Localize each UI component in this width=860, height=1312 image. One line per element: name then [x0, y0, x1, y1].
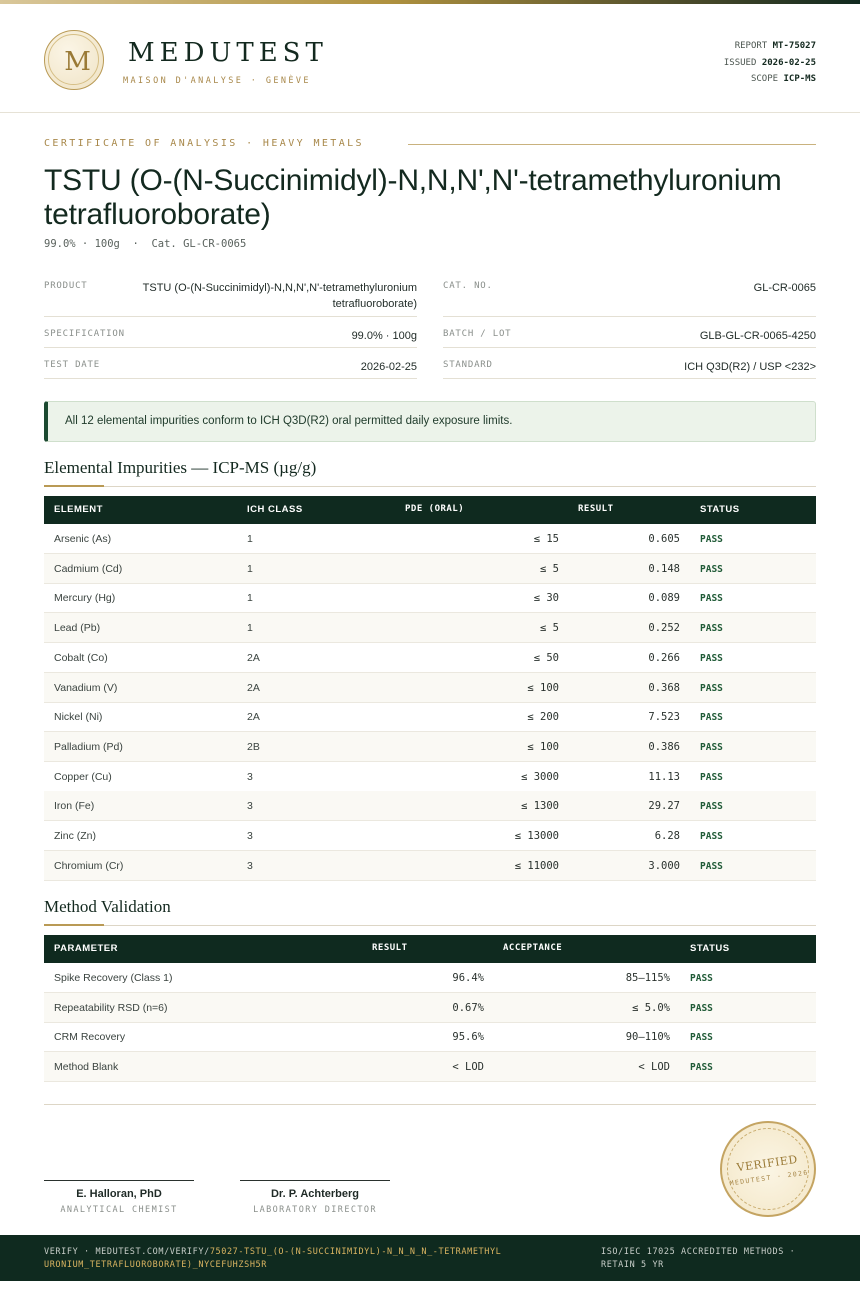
- kicker-row: [44, 138, 816, 152]
- status-badge: PASS: [700, 771, 723, 783]
- table-row: [44, 643, 816, 673]
- logo-emblem: [44, 30, 104, 90]
- standard-value: ICH Q3D(R2) / USP <232>: [684, 361, 816, 373]
- conformance-banner: [44, 401, 816, 442]
- element-cell: Iron (Fe): [54, 800, 95, 813]
- result-cell: 0.148: [648, 562, 680, 575]
- report-number: REPORT MT-75027: [734, 41, 816, 51]
- table-row: [44, 524, 816, 554]
- field-batch-lot: BATCH / LOT GLB-GL-CR-0065-4250: [443, 326, 816, 348]
- pde-cell: ≤ 3000: [521, 770, 559, 783]
- table-row: [44, 583, 816, 613]
- element-cell: Mercury (Hg): [54, 592, 116, 605]
- element-cell: Zinc (Zn): [54, 830, 96, 842]
- ich-class-cell: 1: [247, 562, 253, 575]
- element-cell: Vanadium (V): [54, 681, 118, 694]
- element-cell: Lead (Pb): [54, 622, 101, 635]
- parameter-cell: Spike Recovery (Class 1): [54, 972, 173, 984]
- status-badge: PASS: [700, 831, 723, 842]
- result-cell: 0.605: [648, 533, 680, 545]
- result-cell: 7.523: [648, 711, 680, 724]
- col-parameter: PARAMETER: [54, 943, 118, 954]
- col-ich-class: ICH CLASS: [247, 504, 303, 515]
- product-value: TSTU (O-(N-Succinimidyl)-N,N,N',N'-tetramethyluronium tetrafluoroborate): [142, 282, 417, 310]
- status-badge: PASS: [690, 1002, 713, 1014]
- acceptance-cell: < LOD: [638, 1061, 670, 1074]
- ich-class-cell: 1: [247, 622, 253, 635]
- element-cell: Cobalt (Co): [54, 651, 108, 664]
- logo-letter: M: [64, 47, 91, 77]
- ich-class-cell: 3: [247, 859, 253, 872]
- signature-analytical-chemist: [44, 1180, 194, 1215]
- element-cell: Palladium (Pd): [54, 740, 123, 753]
- status-badge: PASS: [700, 682, 723, 694]
- accreditation-note: ISO/IEC 17025 ACCREDITED METHODS · RETAIN 5 YR: [601, 1247, 796, 1270]
- pde-cell: ≤ 15: [533, 533, 559, 545]
- result-cell: 29.27: [648, 800, 680, 813]
- verified-seal: [720, 1121, 816, 1217]
- ich-class-cell: 2A: [247, 681, 260, 694]
- pde-cell: ≤ 11000: [514, 859, 559, 872]
- issued-date: ISSUED 2026-02-25: [723, 57, 816, 68]
- kicker-divider: [408, 144, 816, 145]
- ich-class-cell: 1: [247, 533, 253, 545]
- status-badge: PASS: [690, 973, 713, 984]
- status-badge: PASS: [700, 741, 723, 753]
- pde-cell: ≤ 30: [533, 592, 559, 605]
- pde-cell: ≤ 50: [533, 651, 559, 664]
- verify-link[interactable]: 75027-TSTU_(O-(N-SUCCINIMIDYL)-N_N_N_N_-TETRAMETHYLURONIUM_TETRAFLUOROBORATE)_NYCEFUHZSH5R: [44, 1247, 502, 1270]
- col-element: ELEMENT: [54, 504, 103, 515]
- scope: SCOPE ICP-MS: [750, 74, 816, 84]
- parameter-cell: Repeatability RSD (n=6): [54, 1001, 168, 1014]
- element-cell: Cadmium (Cd): [54, 562, 123, 575]
- table-row: [44, 702, 816, 732]
- validation-table-header: [44, 935, 816, 963]
- result-cell: 0.266: [648, 651, 680, 664]
- report-meta: [724, 38, 816, 88]
- table-row: [44, 963, 816, 993]
- status-badge: PASS: [700, 860, 723, 872]
- pde-cell: ≤ 13000: [514, 830, 559, 842]
- pde-cell: ≤ 1300: [521, 800, 559, 813]
- verify-line: VERIFY · MEDUTEST.COM/VERIFY/75027-TSTU_(O-(N-SUCCINIMIDYL)-N_N_N_N_-TETRAMETHYLURONIUM_TETRAFLUOROBORATE)_NYCEFUHZSH5R: [44, 1247, 502, 1270]
- page-title: TSTU (O-(N-Succinimidyl)-N,N,N',N'-tetramethyluronium tetrafluoroborate): [44, 164, 782, 231]
- seal-main-text: VERIFIED: [735, 1152, 799, 1175]
- col-val-status: STATUS: [690, 943, 730, 954]
- result-cell: 0.386: [648, 740, 680, 753]
- impurities-section-title: Elemental Impurities — ICP-MS (µg/g): [44, 458, 317, 477]
- status-badge: PASS: [700, 563, 723, 575]
- footer: [0, 1235, 860, 1281]
- ich-class-cell: 2B: [247, 740, 260, 753]
- acceptance-cell: ≤ 5.0%: [632, 1001, 670, 1014]
- result-cell: < LOD: [452, 1061, 484, 1074]
- status-badge: PASS: [700, 801, 723, 813]
- field-specification: SPECIFICATION 99.0% · 100g: [44, 326, 417, 348]
- ich-class-cell: 3: [247, 830, 253, 842]
- field-cat-no: CAT. NO. GL-CR-0065: [443, 278, 816, 317]
- result-cell: 95.6%: [452, 1031, 484, 1044]
- table-row: [44, 673, 816, 703]
- acceptance-cell: 90–110%: [625, 1031, 670, 1044]
- status-badge: PASS: [690, 1062, 713, 1074]
- table-row: [44, 613, 816, 643]
- table-row: [44, 554, 816, 584]
- element-cell: Nickel (Ni): [54, 711, 103, 724]
- result-cell: 0.368: [648, 681, 680, 694]
- col-acceptance: ACCEPTANCE: [503, 943, 563, 953]
- acceptance-cell: 85–115%: [625, 972, 670, 984]
- pde-cell: ≤ 100: [527, 681, 559, 694]
- validation-section-title: Method Validation: [44, 897, 171, 916]
- ich-class-cell: 2A: [247, 651, 260, 664]
- parameter-cell: CRM Recovery: [54, 1031, 126, 1044]
- pde-cell: ≤ 100: [527, 740, 559, 753]
- cat-no-value: GL-CR-0065: [753, 282, 816, 294]
- signatory-role: LABORATORY DIRECTOR: [253, 1205, 377, 1215]
- signatory-name: E. Halloran, PhD: [76, 1188, 162, 1200]
- parameter-cell: Method Blank: [54, 1061, 119, 1074]
- col-pde: PDE (ORAL): [405, 504, 465, 514]
- status-badge: PASS: [700, 623, 723, 635]
- status-badge: PASS: [700, 593, 723, 605]
- status-badge: PASS: [690, 1032, 713, 1044]
- result-cell: 0.252: [648, 622, 680, 635]
- result-cell: 6.28: [654, 830, 680, 842]
- batch-lot-value: GLB-GL-CR-0065-4250: [699, 330, 816, 342]
- table-row: [44, 821, 816, 851]
- ich-class-cell: 1: [247, 592, 253, 605]
- brand-name: MEDUTEST: [128, 38, 328, 68]
- result-cell: 11.13: [648, 770, 680, 783]
- col-val-result: RESULT: [372, 943, 408, 953]
- pde-cell: ≤ 5: [540, 562, 559, 575]
- header: [0, 4, 860, 113]
- element-cell: Copper (Cu): [54, 770, 112, 783]
- field-product: PRODUCT TSTU (O-(N-Succinimidyl)-N,N,N',N'-tetramethyluronium tetrafluoroborate): [44, 278, 417, 317]
- ich-class-cell: 3: [247, 770, 253, 783]
- status-badge: PASS: [700, 534, 723, 545]
- test-date-value: 2026-02-25: [360, 361, 417, 373]
- field-test-date: TEST DATE 2026-02-25: [44, 357, 417, 379]
- result-cell: 0.67%: [452, 1001, 484, 1014]
- signatory-name: Dr. P. Achterberg: [270, 1188, 360, 1200]
- element-cell: Arsenic (As): [54, 533, 112, 545]
- brand-tagline: MAISON D'ANALYSE · GENÈVE: [123, 76, 311, 86]
- specification-value: 99.0% · 100g: [351, 330, 417, 342]
- signatory-role: ANALYTICAL CHEMIST: [60, 1205, 178, 1215]
- result-cell: 3.000: [648, 859, 680, 872]
- seal-sub-text: MEDUTEST · 2026: [729, 1168, 810, 1188]
- impurities-table-header: [44, 496, 816, 524]
- ich-class-cell: 3: [247, 800, 253, 813]
- col-status: STATUS: [700, 504, 740, 515]
- pde-cell: ≤ 200: [527, 711, 559, 724]
- conformance-message: All 12 elemental impurities conform to ICH Q3D(R2) oral permitted daily exposure limits.: [65, 415, 513, 427]
- table-row: [44, 732, 816, 762]
- result-cell: 96.4%: [452, 972, 484, 984]
- table-row: [44, 762, 816, 792]
- table-row: [44, 1052, 816, 1082]
- table-row: [44, 851, 816, 881]
- page-subtitle: 99.0% · 100g · Cat. GL-CR-0065: [44, 238, 247, 250]
- section-divider: [44, 1104, 816, 1105]
- table-row: [44, 791, 816, 821]
- table-row: [44, 1022, 816, 1052]
- signature-laboratory-director: [240, 1180, 390, 1215]
- element-cell: Chromium (Cr): [54, 859, 124, 872]
- status-badge: PASS: [700, 652, 723, 664]
- table-row: [44, 993, 816, 1023]
- field-standard: STANDARD ICH Q3D(R2) / USP <232>: [443, 357, 816, 379]
- ich-class-cell: 2A: [247, 711, 260, 724]
- status-badge: PASS: [700, 712, 723, 724]
- pde-cell: ≤ 5: [540, 622, 559, 635]
- document-kicker: CERTIFICATE OF ANALYSIS · HEAVY METALS: [44, 138, 364, 149]
- result-cell: 0.089: [648, 592, 680, 605]
- col-result: RESULT: [578, 504, 614, 514]
